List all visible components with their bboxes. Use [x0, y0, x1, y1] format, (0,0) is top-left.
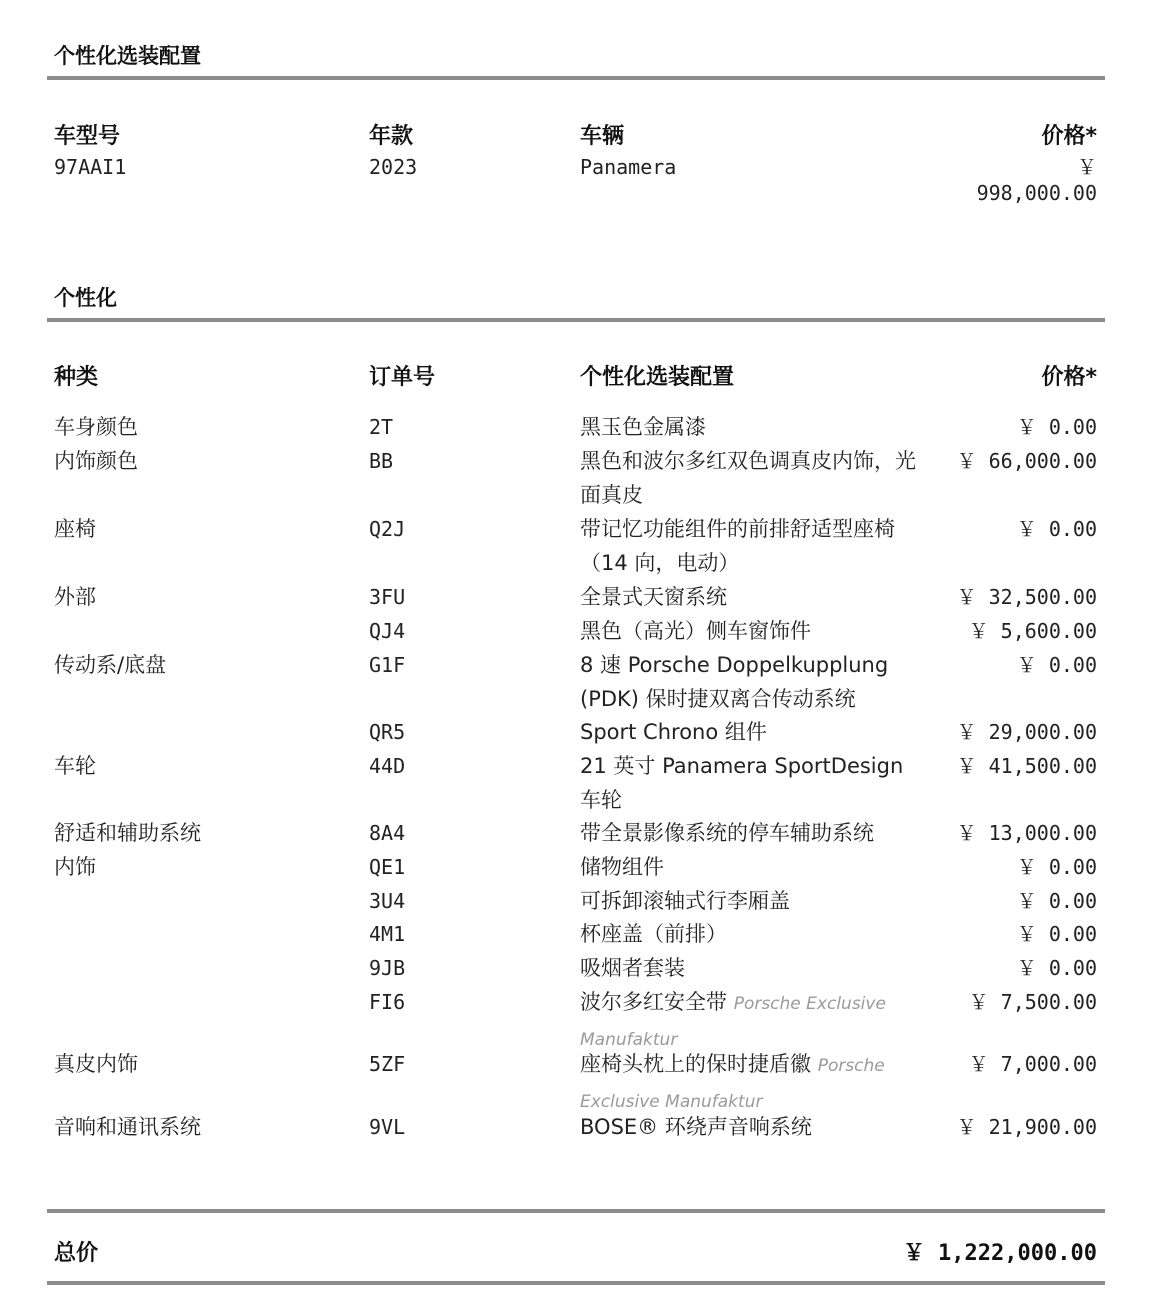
row-order-number: 4M1: [369, 922, 406, 946]
row-category: 真皮内饰: [54, 1052, 138, 1076]
row-price: ￥ 29,000.00: [956, 720, 1097, 744]
row-option-text: Sport Chrono 组件: [580, 720, 767, 744]
header-vehicle: 车辆: [580, 124, 625, 149]
config-section-title: 个性化选装配置: [54, 44, 201, 68]
vehicle-price-currency: ￥: [1077, 155, 1097, 179]
vehicle-name: Panamera: [580, 155, 677, 179]
header-year: 年款: [369, 124, 414, 149]
row-price: ￥ 0.00: [1016, 889, 1097, 913]
row-option-text: 座椅头枕上的保时捷盾徽: [580, 1052, 811, 1076]
row-category: 车轮: [54, 754, 96, 778]
row-option-description: [580, 951, 925, 985]
header-option-price: 价格*: [1041, 365, 1097, 390]
header-price: 价格*: [1041, 124, 1097, 149]
row-option-description: [580, 410, 925, 444]
model-year: 2023: [369, 155, 418, 179]
header-order-no: 订单号: [369, 365, 436, 390]
row-option-text: 带记忆功能组件的前排舒适型座椅（14 向，电动）: [580, 517, 895, 575]
row-order-number: G1F: [369, 653, 406, 677]
row-order-number: 5ZF: [369, 1052, 406, 1076]
row-price: ￥ 41,500.00: [956, 754, 1097, 778]
total-divider-top: [47, 1209, 1105, 1213]
row-option-description: [580, 884, 925, 918]
row-category: 座椅: [54, 517, 96, 541]
row-brand-note: Porsche Exclusive Manufaktur: [580, 1056, 885, 1112]
row-option-text: 吸烟者套装: [580, 956, 685, 980]
row-brand-note: Porsche Exclusive Manufaktur: [580, 994, 886, 1050]
row-option-text: 可拆卸滚轴式行李厢盖: [580, 889, 790, 913]
personalization-section-title: 个性化: [54, 286, 117, 310]
row-price: ￥ 21,900.00: [956, 1115, 1097, 1139]
row-order-number: 8A4: [369, 821, 406, 845]
row-order-number: 9JB: [369, 956, 406, 980]
row-price: ￥ 32,500.00: [956, 585, 1097, 609]
header-category: 种类: [54, 365, 99, 390]
row-order-number: FI6: [369, 990, 406, 1014]
row-option-description: [580, 1047, 925, 1119]
row-category: 内饰: [54, 855, 96, 879]
row-price: ￥ 7,000.00: [968, 1052, 1097, 1076]
total-value: ￥ 1,222,000.00: [902, 1241, 1097, 1266]
row-category: 内饰颜色: [54, 449, 138, 473]
row-category: 舒适和辅助系统: [54, 821, 201, 845]
row-price: ￥ 0.00: [1016, 922, 1097, 946]
row-price: ￥ 0.00: [1016, 415, 1097, 439]
row-option-text: BOSE® 环绕声音响系统: [580, 1115, 812, 1139]
total-divider-bottom: [47, 1281, 1105, 1285]
row-option-description: [580, 580, 925, 614]
row-option-text: 黑玉色金属漆: [580, 415, 706, 439]
row-price: ￥ 0.00: [1016, 956, 1097, 980]
row-order-number: 3FU: [369, 585, 406, 609]
row-order-number: QE1: [369, 855, 406, 879]
row-option-description: [580, 917, 925, 951]
row-option-description: [580, 614, 925, 648]
vehicle-price: 998,000.00: [976, 181, 1097, 205]
header-model-no: 车型号: [54, 124, 121, 149]
row-category: 传动系/底盘: [54, 653, 167, 677]
row-option-description: [580, 850, 925, 884]
total-label: 总价: [54, 1241, 99, 1266]
row-option-text: 21 英寸 Panamera SportDesign 车轮: [580, 754, 904, 812]
row-option-description: [580, 715, 925, 749]
row-order-number: Q2J: [369, 517, 406, 541]
row-order-number: BB: [369, 449, 394, 473]
row-option-text: 杯座盖（前排）: [580, 922, 727, 946]
row-option-description: [580, 816, 925, 850]
row-category: 外部: [54, 585, 96, 609]
row-category: 车身颜色: [54, 415, 138, 439]
row-order-number: 2T: [369, 415, 394, 439]
row-price: ￥ 0.00: [1016, 653, 1097, 677]
row-option-description: [580, 648, 925, 716]
model-number: 97AAI1: [54, 155, 127, 179]
row-price: ￥ 0.00: [1016, 855, 1097, 879]
row-order-number: 3U4: [369, 889, 406, 913]
row-option-text: 波尔多红安全带: [580, 990, 727, 1014]
header-option: 个性化选装配置: [580, 365, 735, 390]
row-order-number: QJ4: [369, 619, 406, 643]
row-price: ￥ 5,600.00: [968, 619, 1097, 643]
row-option-text: 黑色（高光）侧车窗饰件: [580, 619, 811, 643]
row-option-text: 储物组件: [580, 855, 664, 879]
row-option-description: [580, 1110, 925, 1144]
row-option-text: 黑色和波尔多红双色调真皮内饰，光面真皮: [580, 449, 916, 507]
row-order-number: 44D: [369, 754, 406, 778]
row-price: ￥ 13,000.00: [956, 821, 1097, 845]
row-option-text: 带全景影像系统的停车辅助系统: [580, 821, 874, 845]
row-option-description: [580, 749, 925, 817]
row-price: ￥ 0.00: [1016, 517, 1097, 541]
row-option-description: [580, 512, 925, 580]
row-option-text: 8 速 Porsche Doppelkupplung (PDK) 保时捷双离合传动系统: [580, 653, 889, 711]
row-order-number: 9VL: [369, 1115, 406, 1139]
row-price: ￥ 66,000.00: [956, 449, 1097, 473]
row-order-number: QR5: [369, 720, 406, 744]
row-price: ￥ 7,500.00: [968, 990, 1097, 1014]
row-option-text: 全景式天窗系统: [580, 585, 727, 609]
section-divider: [47, 76, 1105, 80]
row-option-description: [580, 444, 925, 512]
section-divider: [47, 318, 1105, 322]
row-category: 音响和通讯系统: [54, 1115, 201, 1139]
